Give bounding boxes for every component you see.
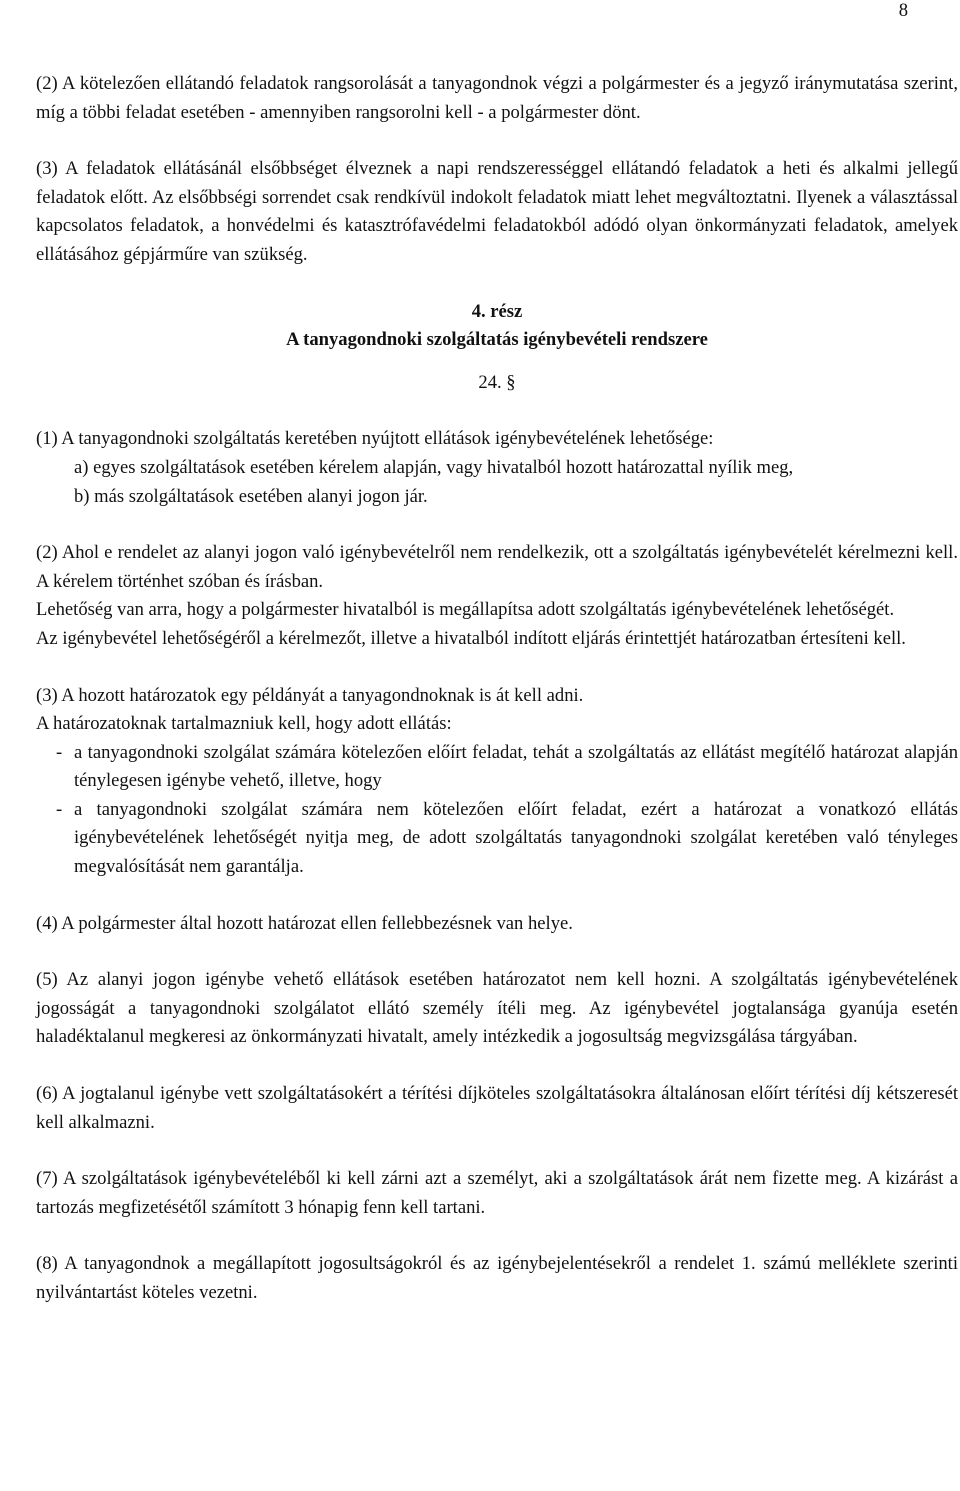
part-title: A tanyagondnoki szolgáltatás igénybevételi rendszere — [286, 329, 708, 351]
dash-marker: - — [56, 798, 63, 820]
page-number: 8 — [898, 0, 908, 21]
dash-marker: - — [56, 741, 63, 763]
section-sign: 24. § — [478, 371, 516, 393]
section-2-line-1: (2) Ahol e rendelet az alanyi jogon való igénybevételről nem rendelkezik, ott a szolgáltatás igénybevételét kérelmezni kell. A kérelem történhet szóban és írásban. — [36, 542, 958, 592]
section-6: (6) A jogtalanul igénybe vett szolgáltatásokért a térítési díjköteles szolgáltatásokra általánosan előírt térítési díj kétszeresét kell alkalmazni. — [36, 1083, 958, 1133]
section-1-item-b: b) más szolgáltatások esetében alanyi jogon jár. — [74, 485, 428, 507]
paragraph-3: (3) A feladatok ellátásánál elsőbbséget élveznek a napi rendszerességgel ellátandó feladatok a heti és alkalmi jellegű feladatok előtt. Az elsőbbségi sorrendet csak rendkívül indokolt feladatok miatt lehet megváltoztatni. Ilyenek a választással kapcsolatos feladatok, a honvédelmi és katasztrófavédelmi feladatokból adódó olyan önkormányzati feladatok, amelyek ellátásához gépjárműre van szükség. — [36, 158, 958, 265]
dash-item-text: a tanyagondnoki szolgálat számára kötelezően előírt feladat, tehát a szolgáltatás az ellátást megítélő határozat alapján ténylegesen igénybe vehető, illetve, hogy — [74, 741, 958, 792]
section-7: (7) A szolgáltatások igénybevételéből ki kell zárni azt a személyt, aki a szolgáltatások árát nem fizette meg. A kizárást a tartozás megfizetésétől számított 3 hónapig fenn kell tartani. — [36, 1168, 958, 1218]
section-1-item-a: a) egyes szolgáltatások esetében kérelem alapján, vagy hivatalból hozott határozattal nyílik meg, — [74, 456, 794, 478]
section-3-line-1: (3) A hozott határozatok egy példányát a tanyagondnoknak is át kell adni. — [36, 684, 584, 706]
dash-item-text: a tanyagondnoki szolgálat számára nem kötelezően előírt feladat, ezért a határozat a vonatkozó ellátás igénybevételének lehetőségét nyitja meg, de adott szolgáltatás tanyagondnoki szolgálat keretében való tényleges megvalósítását nem garantálja. — [74, 798, 958, 878]
section-4: (4) A polgármester által hozott határozat ellen fellebbezésnek van helye. — [36, 912, 573, 934]
section-2-line-3: Az igénybevétel lehetőségéről a kérelmezőt, illetve a hivatalból indított eljárás érintettjét határozatban értesíteni kell. — [36, 627, 906, 649]
section-3-dash-item-2 — [36, 796, 958, 882]
part-number: 4. rész — [471, 300, 523, 322]
section-5: (5) Az alanyi jogon igénybe vehető ellátások esetében határozatot nem kell hozni. A szolgáltatás igénybevételének jogosságát a tanyagondnoki szolgálatot ellátó személy ítéli meg. Az igénybevétel jogtalansága gyanúja esetén haladéktalanul megkeresi az önkormányzati hivatalt, amely intézkedik a jogosultság megvizsgálása tárgyában. — [36, 969, 958, 1048]
section-1-intro: (1) A tanyagondnoki szolgáltatás keretében nyújtott ellátások igénybevételének lehetősége: — [36, 428, 714, 450]
section-3-line-2: A határozatoknak tartalmazniuk kell, hogy adott ellátás: — [36, 713, 452, 735]
section-2-line-2: Lehetőség van arra, hogy a polgármester hivatalból is megállapítsa adott szolgáltatás igénybevételének lehetőségét. — [36, 599, 895, 621]
document-body — [36, 70, 958, 1308]
paragraph-2: (2) A kötelezően ellátandó feladatok rangsorolását a tanyagondnok végzi a polgármester és a jegyző iránymutatása szerint, míg a többi feladat esetében - amennyiben rangsorolni kell - a polgármester dönt. — [36, 73, 958, 123]
section-3-dash-item-1 — [36, 739, 958, 796]
section-8: (8) A tanyagondnok a megállapított jogosultságokról és az igénybejelentésekről a rendelet 1. számú melléklete szerinti nyilvántartást köteles vezetni. — [36, 1253, 958, 1303]
